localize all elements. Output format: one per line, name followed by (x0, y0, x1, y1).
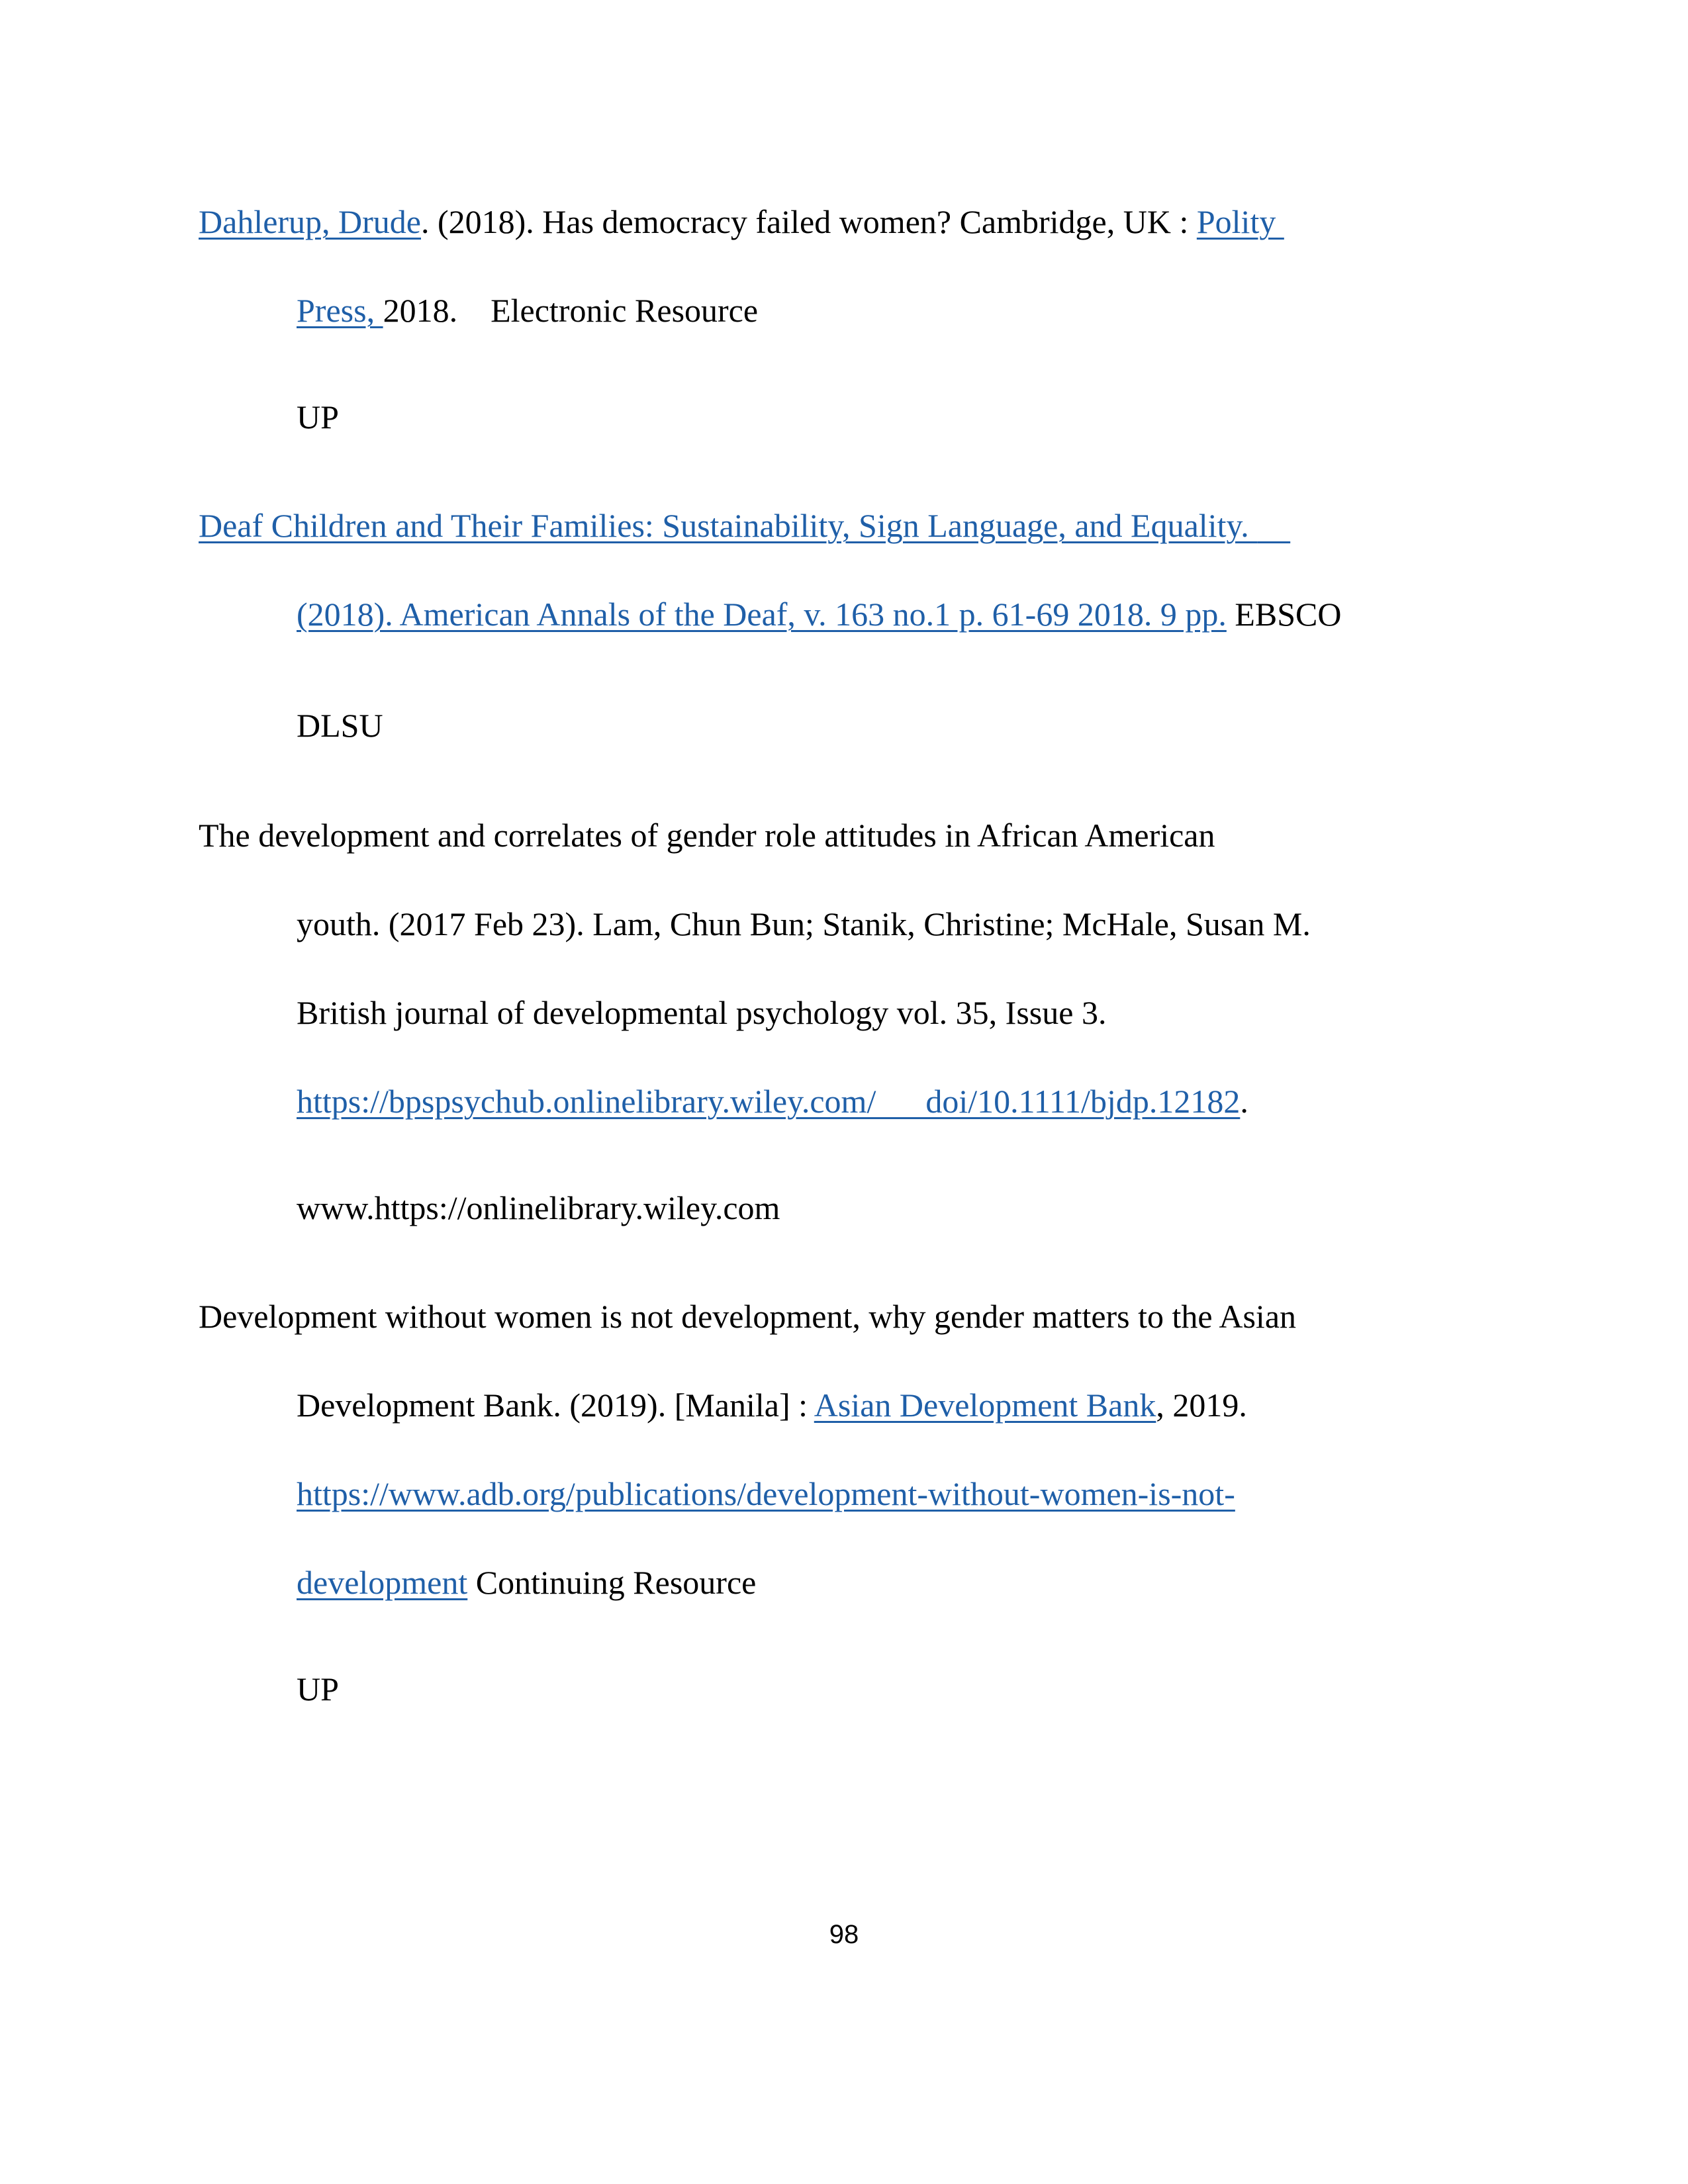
entry-3-line-4 (297, 1081, 1248, 1121)
entry-2-line-1 (199, 506, 1290, 545)
article-title-link-tail[interactable] (1257, 507, 1290, 544)
entry-4-line-3 (297, 1474, 1235, 1514)
author-link[interactable]: Dahlerup, Drude (199, 203, 421, 240)
entry-2-source: EBSCO (1226, 596, 1342, 633)
entry-3-line-2: youth. (2017 Feb 23). Lam, Chun Bun; Stanik, Christine; McHale, Susan M. (297, 905, 1311, 942)
publisher-link-continued[interactable]: Press, (297, 292, 383, 329)
entry-1-location: UP (297, 398, 339, 435)
entry-4-line-2 (297, 1385, 1247, 1425)
entry-3-line-5: www.https://onlinelibrary.wiley.com (297, 1189, 780, 1226)
entry-4-line-1: Development without women is not development, why gender matters to the Asian (199, 1298, 1297, 1335)
entry-1-resource-type: 2018. Electronic Resource (383, 292, 759, 329)
url-period: . (1240, 1083, 1248, 1120)
wiley-doi-link[interactable]: https://bpspsychub.onlinelibrary.wiley.com/ doi/10.1111/bjdp.12182 (297, 1083, 1241, 1120)
entry-4-line-4 (199, 1563, 756, 1602)
entry-4-year: , 2019. (1156, 1387, 1247, 1424)
adb-url-link-continued[interactable]: development (297, 1564, 468, 1601)
entry-1-line-2 (199, 291, 758, 330)
entry-1-line-1 (199, 202, 1284, 242)
adb-publisher-link[interactable]: Asian Development Bank (814, 1387, 1156, 1424)
adb-url-link[interactable]: https://www.adb.org/publications/development-without-women-is-not- (297, 1475, 1235, 1512)
entry-3-line-1: The development and correlates of gender role attitudes in African American (199, 817, 1215, 854)
entry-2-line-2 (199, 594, 1342, 634)
entry-3-line-3: British journal of developmental psychology vol. 35, Issue 3. (297, 994, 1107, 1031)
article-title-link-continued[interactable]: (2018). American Annals of the Deaf, v. 163 no.1 p. 61-69 2018. 9 pp. (297, 596, 1227, 633)
entry-4-location: UP (297, 1670, 339, 1707)
entry-4-text: Development Bank. (2019). [Manila] : (297, 1387, 814, 1424)
page-number: 98 (829, 1920, 859, 1949)
entry-1-text: . (2018). Has democracy failed women? Cambridge, UK : (421, 203, 1197, 240)
entry-2-location: DLSU (297, 707, 383, 744)
entry-4-resource-type: Continuing Resource (467, 1564, 757, 1601)
publisher-link[interactable]: Polity (1196, 203, 1284, 240)
article-title-link[interactable]: Deaf Children and Their Families: Sustainability, Sign Language, and Equality. (199, 507, 1258, 544)
